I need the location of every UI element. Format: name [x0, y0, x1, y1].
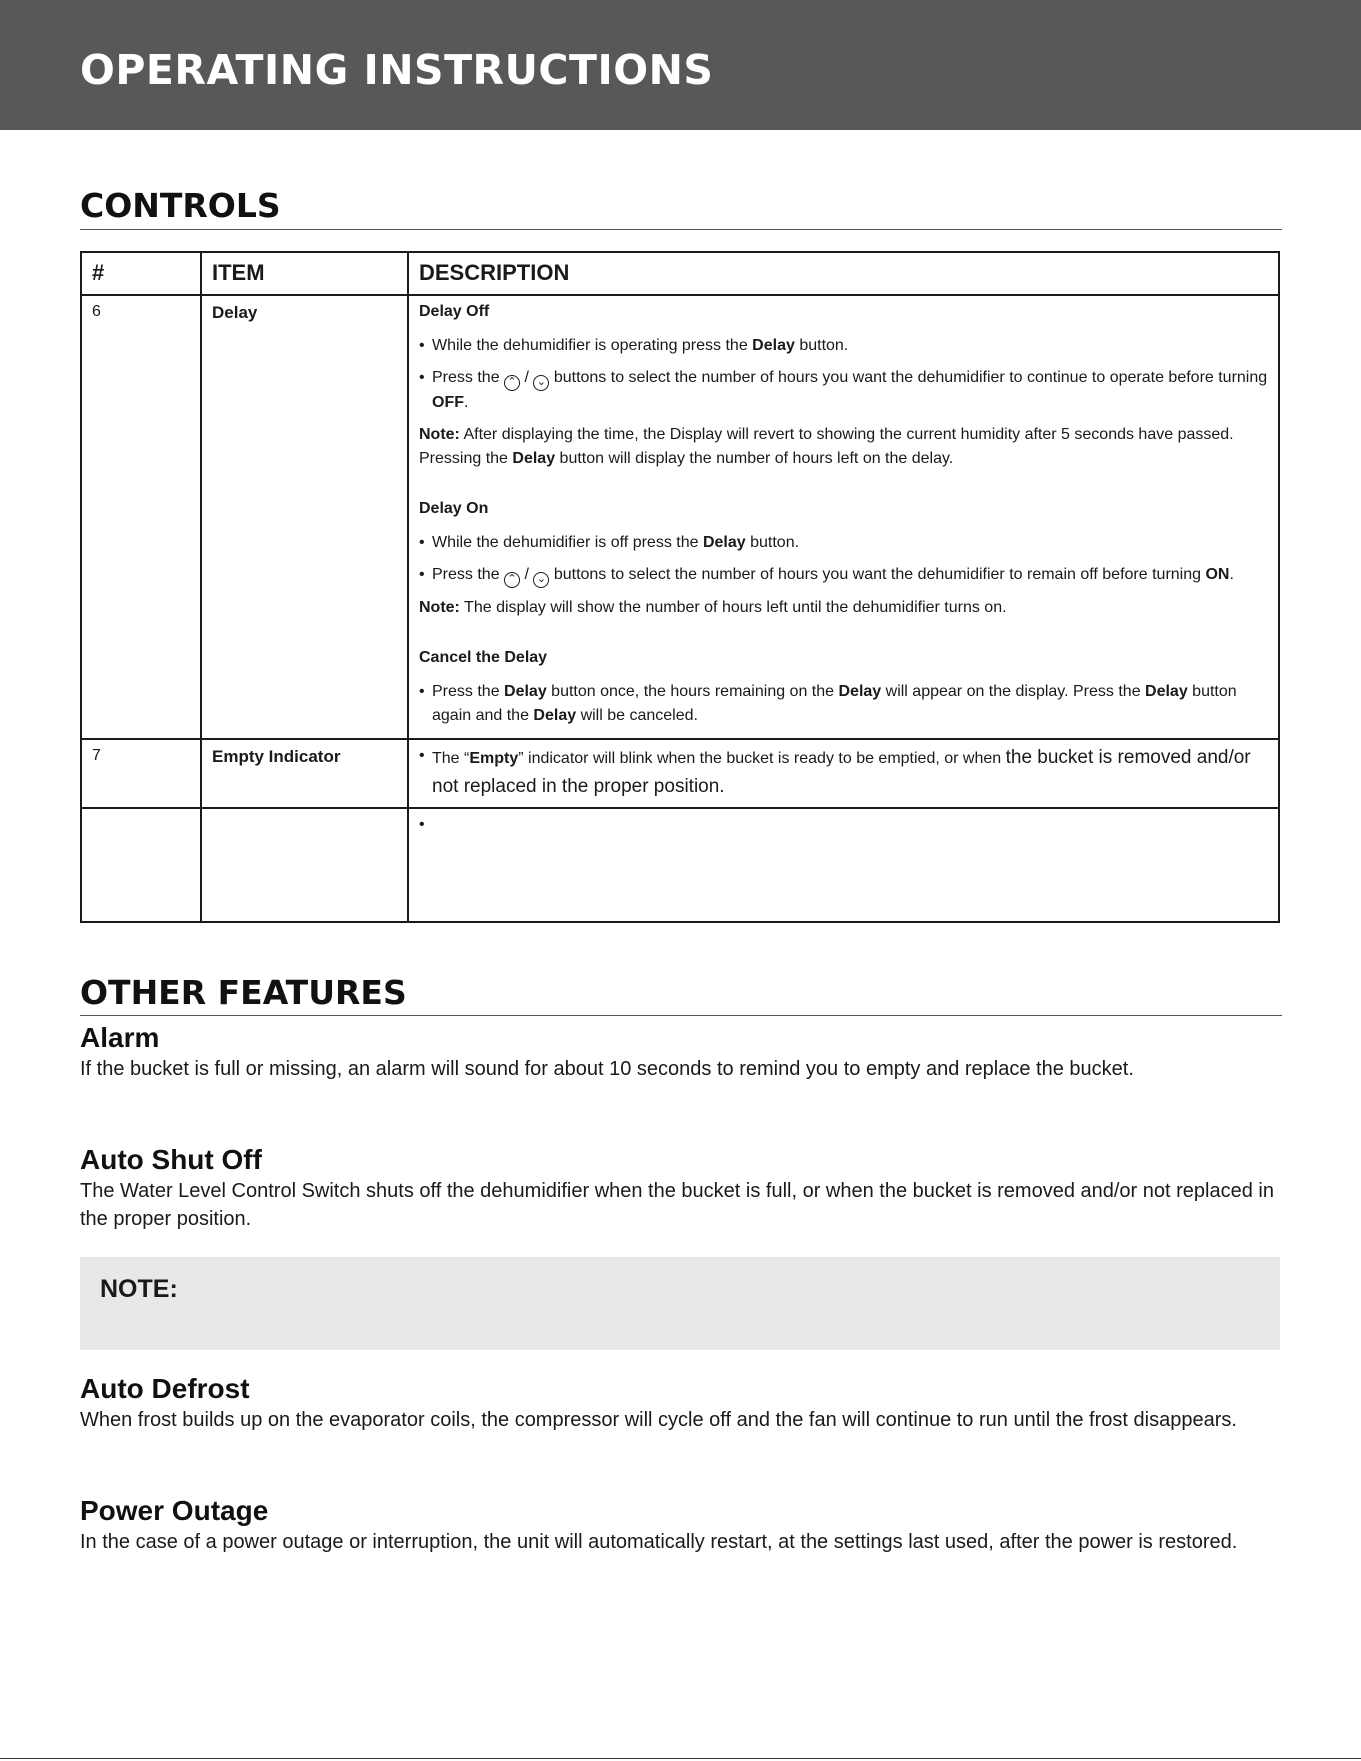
chevron-down-circle-icon: ⌄ — [533, 572, 549, 588]
note-label: NOTE: — [100, 1275, 178, 1303]
column-header-description: DESCRIPTION — [408, 252, 1279, 295]
row-number: 6 — [81, 295, 201, 739]
table-row-empty-indicator — [81, 739, 1279, 808]
delay-off-heading: Delay Off — [419, 303, 490, 320]
row-description — [408, 739, 1279, 808]
auto-defrost-text: When frost builds up on the evaporator coils, the compressor will cycle off and the fan will continue to run until the frost disappears. — [80, 1409, 1237, 1431]
row-number — [81, 808, 201, 922]
delay-on-step-2: • Press the ⌃ / ⌄ buttons to select the number of hours you want the dehumidifier to remain off before turning ON. — [419, 563, 1268, 588]
table-row-blank — [81, 808, 1279, 922]
chevron-down-circle-icon: ⌄ — [533, 375, 549, 391]
alarm-text: If the bucket is full or missing, an alarm will sound for about 10 seconds to remind you to empty and replace the bucket. — [80, 1058, 1134, 1080]
auto-shut-off-heading: Auto Shut Off — [80, 1144, 262, 1175]
header-bar — [0, 0, 1361, 130]
power-outage-heading: Power Outage — [80, 1495, 269, 1526]
column-header-item: ITEM — [201, 252, 408, 295]
row-item-name: Empty Indicator — [201, 739, 408, 808]
chevron-up-circle-icon: ⌃ — [504, 375, 520, 391]
table-header-row — [81, 252, 1279, 295]
other-features-rule — [80, 1015, 1282, 1016]
auto-shut-off-text: The Water Level Control Switch shuts off the dehumidifier when the bucket is full, or when the bucket is removed and/or not replaced in the proper position. — [80, 1180, 1274, 1230]
page-title: OPERATING INSTRUCTIONS — [80, 46, 714, 94]
controls-table — [80, 251, 1280, 923]
delay-on-step-1: • While the dehumidifier is off press the Delay button. — [419, 531, 1268, 555]
row-item-name — [201, 808, 408, 922]
controls-section-title: CONTROLS — [80, 186, 281, 225]
alarm-heading: Alarm — [80, 1022, 160, 1053]
delay-on-note: Note: The display will show the number of hours left until the dehumidifier turns on. — [419, 599, 1007, 616]
table-row-delay — [81, 295, 1279, 739]
row-description — [408, 295, 1279, 739]
chevron-up-circle-icon: ⌃ — [504, 572, 520, 588]
empty-indicator-text: • The “Empty” indicator will blink when the bucket is ready to be emptied, or when the bucket is removed and/or not replaced in the proper position. — [419, 744, 1268, 801]
row-description — [408, 808, 1279, 922]
controls-title-rule — [80, 229, 1282, 230]
note-box — [80, 1257, 1280, 1350]
power-outage-text: In the case of a power outage or interruption, the unit will automatically restart, at the settings last used, after the power is restored. — [80, 1531, 1238, 1553]
delay-off-note: Note: After displaying the time, the Display will revert to showing the current humidity after 5 seconds have passed. Pressing the Delay button will display the number of hours left on the delay. — [419, 426, 1234, 467]
delay-on-heading: Delay On — [419, 500, 489, 517]
delay-off-step-2: • Press the ⌃ / ⌄ buttons to select the number of hours you want the dehumidifier to continue to operate before turning OFF. — [419, 366, 1268, 415]
delay-off-step-1: • While the dehumidifier is operating press the Delay button. — [419, 334, 1268, 358]
cancel-delay-step: • Press the Delay button once, the hours remaining on the Delay will appear on the display. Press the Delay button again and the Delay will be canceled. — [419, 680, 1268, 728]
other-features-title: OTHER FEATURES — [80, 973, 407, 1012]
column-header-number: # — [81, 252, 201, 295]
row-number: 7 — [81, 739, 201, 808]
row-item-name: Delay — [201, 295, 408, 739]
auto-defrost-heading: Auto Defrost — [80, 1373, 250, 1404]
footer-rule — [0, 1758, 1361, 1759]
cancel-delay-heading: Cancel the Delay — [419, 649, 548, 666]
